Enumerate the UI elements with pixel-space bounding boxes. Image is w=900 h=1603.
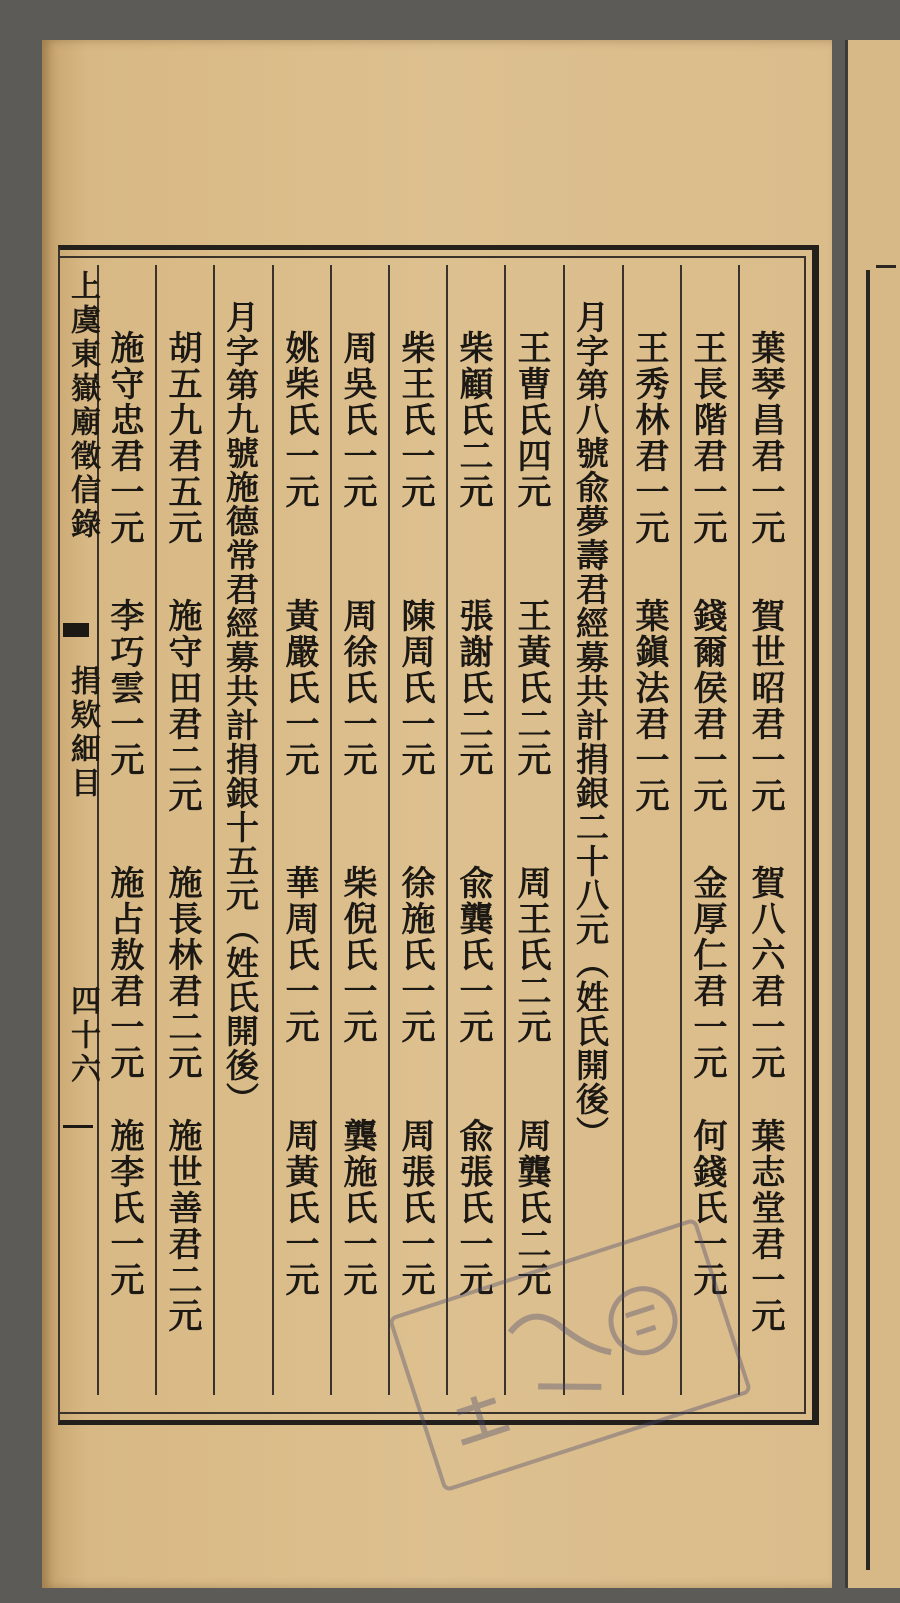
entry: 李巧雲一元 (104, 598, 144, 778)
frame-inner-rule (60, 1412, 806, 1414)
entry: 周王氏二元 (511, 865, 551, 1045)
entry: 王曹氏四元 (511, 330, 551, 510)
entry: 施世善君二元 (162, 1118, 202, 1334)
entry: 兪張氏一元 (453, 1118, 493, 1298)
entry: 姚柴氏一元 (279, 330, 319, 510)
entry: 周吳氏一元 (337, 330, 377, 510)
section-heading: 月字第八號兪夢壽君經募共計捐銀二十八元（姓氏開後） (571, 300, 610, 1150)
entry: 華周氏一元 (279, 865, 319, 1045)
column-rule (272, 265, 274, 1395)
frame-inner-rule (60, 256, 806, 258)
entry: 金厚仁君一元 (687, 865, 727, 1081)
entry: 施占敖君一元 (104, 865, 144, 1081)
entry: 賀八六君一元 (745, 865, 785, 1081)
column-rule (330, 265, 332, 1395)
entry: 何錢氏一元 (687, 1118, 727, 1298)
column-rule (680, 265, 682, 1395)
entry: 施李氏一元 (104, 1118, 144, 1298)
entry: 葉琴昌君一元 (745, 330, 785, 546)
entry: 胡五九君五元 (162, 330, 202, 546)
entry: 周龔氏二元 (511, 1118, 551, 1298)
entry: 錢爾侯君一元 (687, 598, 727, 814)
entry: 王黃氏二元 (511, 598, 551, 778)
entry: 柴王氏一元 (395, 330, 435, 510)
column-rule (213, 265, 215, 1395)
entry: 陳周氏一元 (395, 598, 435, 778)
entry: 徐施氏一元 (395, 865, 435, 1045)
fish-tail-mark (63, 1125, 93, 1128)
column-rule (446, 265, 448, 1395)
entry: 施守田君二元 (162, 598, 202, 814)
section-heading: 月字第九號施德常君經募共計捐銀十五元（姓氏開後） (221, 300, 260, 1116)
page-number: 四十六 (65, 985, 100, 1087)
entry: 張謝氏二元 (453, 598, 493, 778)
entry: 施守忠君一元 (104, 330, 144, 546)
entry: 周黃氏一元 (279, 1118, 319, 1298)
column-rule (738, 265, 740, 1395)
entry: 周張氏一元 (395, 1118, 435, 1298)
column-rule (504, 265, 506, 1395)
entry: 周徐氏一元 (337, 598, 377, 778)
column-rule (563, 265, 565, 1395)
entry: 賀世昭君一元 (745, 598, 785, 814)
entry: 王長階君一元 (687, 330, 727, 546)
column-rule (155, 265, 157, 1395)
entry: 黃嚴氏一元 (279, 598, 319, 778)
facing-page-rule (866, 270, 870, 1570)
section-title: 捐欵細目 (65, 665, 100, 801)
fish-tail-mark (63, 623, 89, 637)
entry: 施長林君二元 (162, 865, 202, 1081)
entry: 柴顧氏二元 (453, 330, 493, 510)
entry: 兪龔氏一元 (453, 865, 493, 1045)
entry: 葉志堂君一元 (745, 1118, 785, 1334)
facing-page-rule (876, 265, 896, 268)
frame-inner-rule (804, 256, 806, 1414)
entry: 柴倪氏一元 (337, 865, 377, 1045)
facing-page-edge (845, 40, 900, 1588)
entry: 王秀林君一元 (629, 330, 669, 546)
entry: 龔施氏一元 (337, 1118, 377, 1298)
entry: 葉鎭法君一元 (629, 598, 669, 814)
column-rule (622, 265, 624, 1395)
column-rule (388, 265, 390, 1395)
book-title: 上虞東嶽廟徵信錄 (65, 270, 100, 542)
